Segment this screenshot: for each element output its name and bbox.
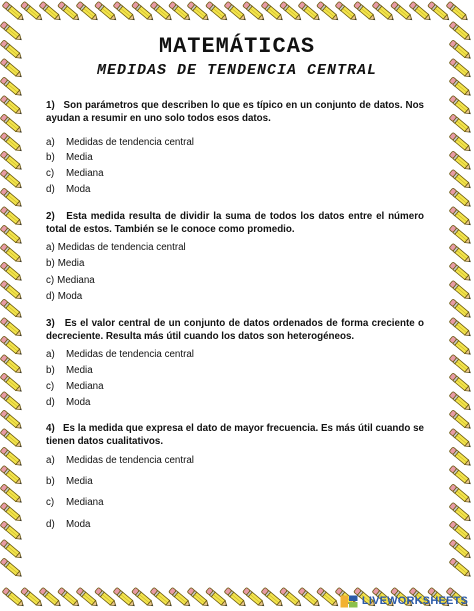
option-text: Mediana	[57, 275, 95, 286]
option-text: Medidas de tendencia central	[57, 242, 186, 253]
question-4-option-a[interactable]	[46, 455, 194, 467]
option-text: Medidas de tendencia central	[66, 137, 194, 148]
option-letter: b)	[46, 258, 55, 269]
footer-brand-name: LIVEWORKSHEETS	[361, 595, 468, 607]
option-text: Mediana	[66, 168, 104, 179]
option-letter: a)	[46, 455, 55, 466]
option-text: Media	[66, 476, 93, 487]
question-2-option-d[interactable]	[46, 291, 82, 303]
question-text: Es la medida que expresa el dato de mayor frecuencia. Es más útil cuando se tienen datos cualitativos.	[46, 423, 425, 447]
option-text: Medidas de tendencia central	[66, 349, 194, 360]
option-letter: c)	[46, 275, 55, 286]
option-text: Mediana	[66, 497, 104, 508]
page-title: MATEMÁTICAS	[158, 34, 316, 59]
liveworksheets-logo-icon	[340, 595, 358, 608]
footer-branding[interactable]	[340, 594, 468, 608]
option-text: Medidas de tendencia central	[66, 455, 194, 466]
option-letter: d)	[46, 184, 55, 195]
question-number: 3)	[46, 318, 55, 329]
option-text: Moda	[66, 519, 91, 530]
question-1-option-c[interactable]	[46, 168, 104, 180]
option-letter: d)	[46, 519, 55, 530]
question-number: 1)	[46, 100, 55, 111]
question-text: Son parámetros que describen lo que es típico en un conjunto de datos. Nos ayudan a resumir en uno solo todos esos datos.	[46, 100, 425, 124]
question-4-option-b[interactable]	[46, 476, 93, 488]
option-text: Media	[66, 152, 93, 163]
question-3-option-d[interactable]	[46, 397, 91, 409]
option-letter: b)	[46, 365, 55, 376]
option-text: Media	[66, 365, 93, 376]
option-letter: a)	[46, 137, 55, 148]
question-3-option-c[interactable]	[46, 381, 104, 393]
option-letter: b)	[46, 152, 55, 163]
question-text: Es el valor central de un conjunto de datos ordenados de forma creciente o decreciente. Resulta más útil cuando los datos son heterogéneos.	[46, 318, 425, 342]
question-2-option-b[interactable]	[46, 258, 84, 270]
question-1-option-d[interactable]	[46, 184, 91, 196]
question-text: Esta medida resulta de dividir la suma de todos los datos entre el número total de estos. También se le conoce como promedio.	[46, 211, 424, 235]
option-letter: c)	[46, 497, 55, 508]
question-2	[46, 210, 424, 236]
question-1-option-a[interactable]	[46, 137, 194, 149]
option-text: Media	[57, 258, 85, 269]
option-letter: a)	[46, 349, 55, 360]
question-4-option-d[interactable]	[46, 519, 91, 531]
question-3-option-a[interactable]	[46, 349, 194, 361]
option-letter: b)	[46, 476, 55, 487]
question-3	[46, 317, 424, 343]
option-letter: c)	[46, 168, 55, 179]
question-1-option-b[interactable]	[46, 152, 93, 164]
option-text: Moda	[57, 291, 83, 302]
question-2-option-c[interactable]	[46, 275, 95, 287]
option-letter: d)	[46, 397, 55, 408]
option-text: Moda	[66, 184, 91, 195]
question-3-option-b[interactable]	[46, 365, 93, 377]
page-subtitle: MEDIDAS DE TENDENCIA CENTRAL	[96, 62, 378, 79]
option-letter: c)	[46, 381, 55, 392]
option-text: Mediana	[66, 381, 104, 392]
question-1	[46, 99, 424, 125]
question-2-option-a[interactable]	[46, 242, 186, 254]
question-4-option-c[interactable]	[46, 497, 104, 509]
option-letter: d)	[46, 291, 55, 302]
question-number: 2)	[46, 211, 55, 222]
question-number: 4)	[46, 423, 55, 434]
question-4	[46, 422, 424, 448]
option-text: Moda	[66, 397, 91, 408]
option-letter: a)	[46, 242, 55, 253]
